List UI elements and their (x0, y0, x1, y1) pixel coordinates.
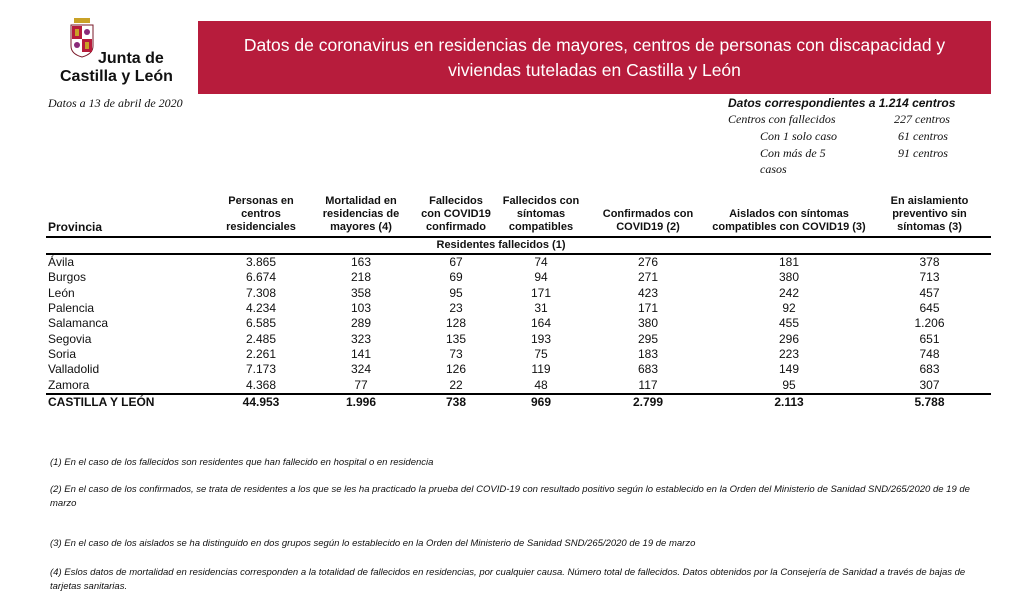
total-label-cell: CASTILLA Y LEÓN (46, 394, 216, 411)
value-cell: 74 (534, 255, 548, 270)
value-cell: 683 (919, 362, 940, 377)
value-cell: 271 (637, 270, 659, 285)
province-cell: Zamora (48, 377, 90, 392)
value-cell: 77 (354, 377, 368, 392)
value-cell: 223 (778, 346, 800, 361)
summary-label: Con más de 5 (760, 146, 826, 160)
value-cell: 2.485 (245, 331, 277, 346)
value-cell: 141 (350, 346, 372, 361)
summary-label: Con 1 solo caso (760, 129, 838, 143)
value-cell: 164 (530, 316, 552, 331)
table-row (46, 331, 991, 346)
value-cell: 23 (449, 301, 463, 316)
total-value-cell: 44.953 (216, 394, 306, 411)
table-header-row (46, 190, 991, 237)
value-cell: 128 (445, 316, 467, 331)
value-cell: 171 (637, 301, 659, 316)
value-cell: 358 (350, 285, 372, 300)
summary-label-cont: casos (760, 162, 787, 176)
province-cell: Ávila (48, 255, 75, 270)
value-cell: 94 (534, 270, 548, 285)
footnote-2: (2) En el caso de los confirmados, se trata de residentes a los que se les ha practicado la prueba del COVID-19 con resultado positivo según lo establecido en la Orden del Ministerio de Sanidad SND/265/2020 de 19 de marzo (50, 484, 970, 509)
table-subheader-row (46, 237, 991, 254)
column-header: Mortalidad en residencias de mayores (4) (306, 190, 416, 237)
value-cell: 7.173 (245, 362, 277, 377)
page-title: Datos de coronavirus en residencias de mayores, centros de personas con discapacidad y viviendas tuteladas en Castilla y León (243, 34, 946, 80)
value-cell: 380 (637, 316, 659, 331)
value-cell: 1.206 (914, 316, 945, 331)
province-cell: Valladolid (48, 362, 100, 377)
table-row (46, 362, 991, 377)
total-value-cell: 2.799 (586, 394, 710, 411)
logo-line-1: Junta de (98, 50, 164, 67)
value-cell: 92 (782, 301, 796, 316)
province-cell: Salamanca (48, 316, 109, 331)
value-cell: 163 (350, 255, 372, 270)
value-cell: 324 (350, 362, 372, 377)
value-cell: 183 (637, 346, 659, 361)
footnote-4: (4) Eslos datos de mortalidad en residencias corresponden a la totalidad de fallecidos en residencias, por cualquier causa. Número total de fallecidos. Datos obtenidos por la Consejería de Sanidad a través de bajas de tarjetas sanitarias. (50, 567, 966, 592)
value-cell: 126 (445, 362, 467, 377)
total-value-cell: 1.996 (306, 394, 416, 411)
junta-logo (50, 18, 180, 88)
value-cell: 48 (534, 377, 548, 392)
value-cell: 149 (778, 362, 800, 377)
value-cell: 67 (449, 255, 463, 270)
group-header: Residentes fallecidos (1) (416, 237, 586, 254)
value-cell: 683 (637, 362, 659, 377)
value-cell: 295 (637, 331, 659, 346)
value-cell: 378 (919, 255, 940, 270)
column-header: En aislamiento preventivo sin síntomas (3) (868, 190, 991, 237)
summary-value: 61 centros (898, 129, 948, 143)
value-cell: 4.368 (245, 377, 277, 392)
table-row (46, 286, 991, 301)
value-cell: 119 (531, 362, 551, 377)
value-cell: 323 (350, 331, 372, 346)
value-cell: 3.865 (245, 255, 277, 270)
value-cell: 289 (350, 316, 372, 331)
residences-table (46, 190, 991, 411)
table-row (46, 270, 991, 285)
column-header: Personas en centros residenciales (216, 190, 306, 237)
value-cell: 2.261 (245, 346, 277, 361)
table-row (46, 316, 991, 331)
summary-value: 91 centros (898, 146, 948, 160)
table-row (46, 377, 991, 393)
province-cell: Soria (48, 346, 77, 361)
value-cell: 276 (637, 255, 659, 270)
page-title-banner (198, 21, 991, 94)
total-value-cell: 5.788 (868, 394, 991, 411)
value-cell: 748 (919, 346, 940, 361)
value-cell: 713 (919, 270, 940, 285)
value-cell: 73 (449, 346, 463, 361)
value-cell: 22 (449, 377, 463, 392)
value-cell: 181 (778, 255, 800, 270)
column-header: Confirmados con COVID19 (2) (586, 190, 710, 237)
table-total-row (46, 394, 991, 411)
summary-label: Centros con fallecidos (728, 112, 836, 126)
value-cell: 171 (530, 285, 552, 300)
value-cell: 457 (919, 285, 940, 300)
value-cell: 242 (778, 285, 800, 300)
province-cell: Segovia (48, 331, 92, 346)
value-cell: 423 (637, 285, 659, 300)
summary-block (728, 111, 988, 181)
table-row (46, 347, 991, 362)
value-cell: 645 (919, 301, 940, 316)
report-date: Datos a 13 de abril de 2020 (48, 96, 183, 110)
footnote-1: (1) En el caso de los fallecidos son residentes que han fallecido en hospital o en residencia (50, 457, 434, 468)
value-cell: 31 (534, 301, 548, 316)
value-cell: 6.585 (245, 316, 277, 331)
column-header: Fallecidos con COVID19 confirmado (416, 190, 496, 237)
total-value-cell: 969 (496, 394, 586, 411)
value-cell: 651 (919, 331, 940, 346)
column-header: Fallecidos con síntomas compatibles (496, 190, 586, 237)
value-cell: 69 (449, 270, 463, 285)
column-header: Aislados con síntomas compatibles con COVID19 (3) (710, 190, 868, 237)
summary-value: 227 centros (894, 112, 950, 126)
province-cell: León (48, 285, 75, 300)
value-cell: 218 (350, 270, 372, 285)
value-cell: 117 (638, 377, 658, 392)
column-header: Provincia (46, 190, 216, 237)
province-cell: Palencia (48, 301, 95, 316)
table-row (46, 254, 991, 270)
value-cell: 6.674 (245, 270, 277, 285)
value-cell: 455 (778, 316, 800, 331)
logo-line-2: Castilla y León (60, 68, 173, 85)
value-cell: 135 (445, 331, 467, 346)
total-value-cell: 738 (416, 394, 496, 411)
value-cell: 95 (782, 377, 796, 392)
value-cell: 307 (919, 377, 940, 392)
value-cell: 7.308 (245, 285, 277, 300)
province-cell: Burgos (48, 270, 87, 285)
value-cell: 95 (449, 285, 463, 300)
value-cell: 103 (350, 301, 372, 316)
footnote-3: (3) En el caso de los aislados se ha distinguido en dos grupos según lo establecido en la Orden del Ministerio de Sanidad SND/265/2020 de 19 de marzo (50, 538, 696, 549)
value-cell: 380 (778, 270, 800, 285)
value-cell: 193 (530, 331, 552, 346)
table-row (46, 301, 991, 316)
value-cell: 4.234 (245, 301, 277, 316)
summary-title: Datos correspondientes a 1.214 centros (728, 96, 956, 110)
coat-of-arms-icon (68, 18, 96, 58)
value-cell: 75 (534, 346, 548, 361)
value-cell: 296 (778, 331, 800, 346)
total-value-cell: 2.113 (710, 394, 868, 411)
